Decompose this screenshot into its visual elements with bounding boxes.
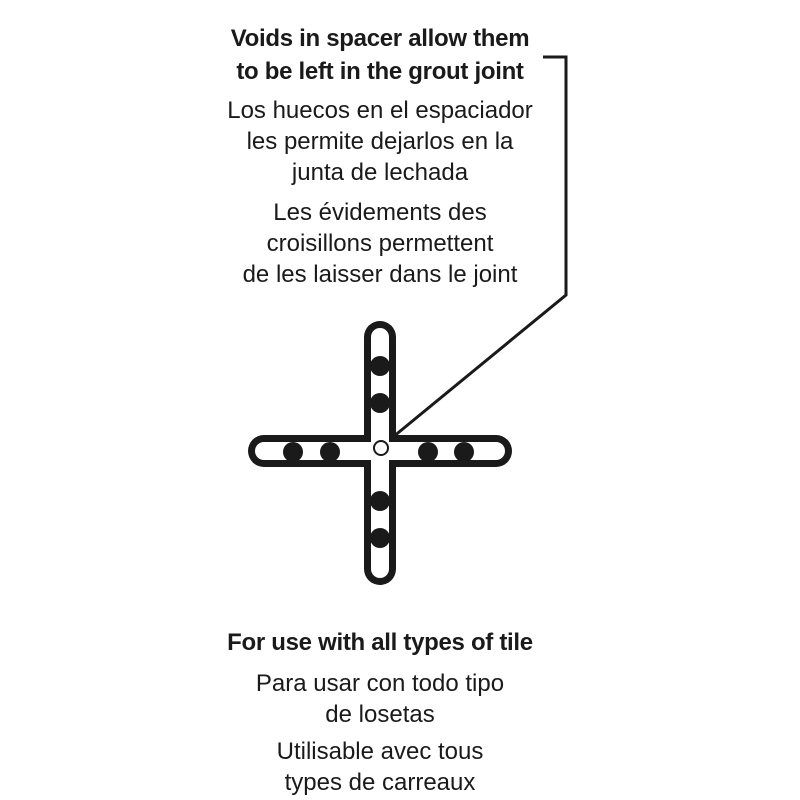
spacer-center-void bbox=[374, 441, 388, 455]
callout-spanish-line1: Los huecos en el espaciador bbox=[227, 97, 533, 124]
footer-french-line2: types de carreaux bbox=[284, 769, 476, 796]
footer-spanish-line2: de losetas bbox=[325, 701, 435, 728]
spacer-void-dot bbox=[370, 393, 390, 413]
spacer-void-dot bbox=[320, 442, 340, 462]
callout-french-line1: Les évidements des bbox=[273, 199, 487, 226]
spacer-void-dot bbox=[283, 442, 303, 462]
callout-heading-line1: Voids in spacer allow them bbox=[230, 25, 530, 52]
callout-spanish-line3: junta de lechada bbox=[291, 159, 469, 186]
footer-french-line1: Utilisable avec tous bbox=[276, 738, 484, 765]
callout-french-line3: de les laisser dans le joint bbox=[242, 261, 518, 288]
footer-heading: For use with all types of tile bbox=[227, 629, 533, 656]
footer-spanish-line1: Para usar con todo tipo bbox=[255, 670, 505, 697]
spacer-void-dot bbox=[454, 442, 474, 462]
spacer-void-dot bbox=[370, 528, 390, 548]
callout-spanish-line2: les permite dejarlos en la bbox=[246, 128, 514, 155]
spacer-void-dot bbox=[418, 442, 438, 462]
callout-leader-line bbox=[393, 57, 566, 437]
spacer-void-dot bbox=[370, 356, 390, 376]
spacer-void-dot bbox=[370, 491, 390, 511]
cross-tile-spacer-icon bbox=[248, 321, 512, 585]
callout-heading-line2: to be left in the grout joint bbox=[236, 58, 524, 85]
callout-french-line2: croisillons permettent bbox=[266, 230, 494, 257]
